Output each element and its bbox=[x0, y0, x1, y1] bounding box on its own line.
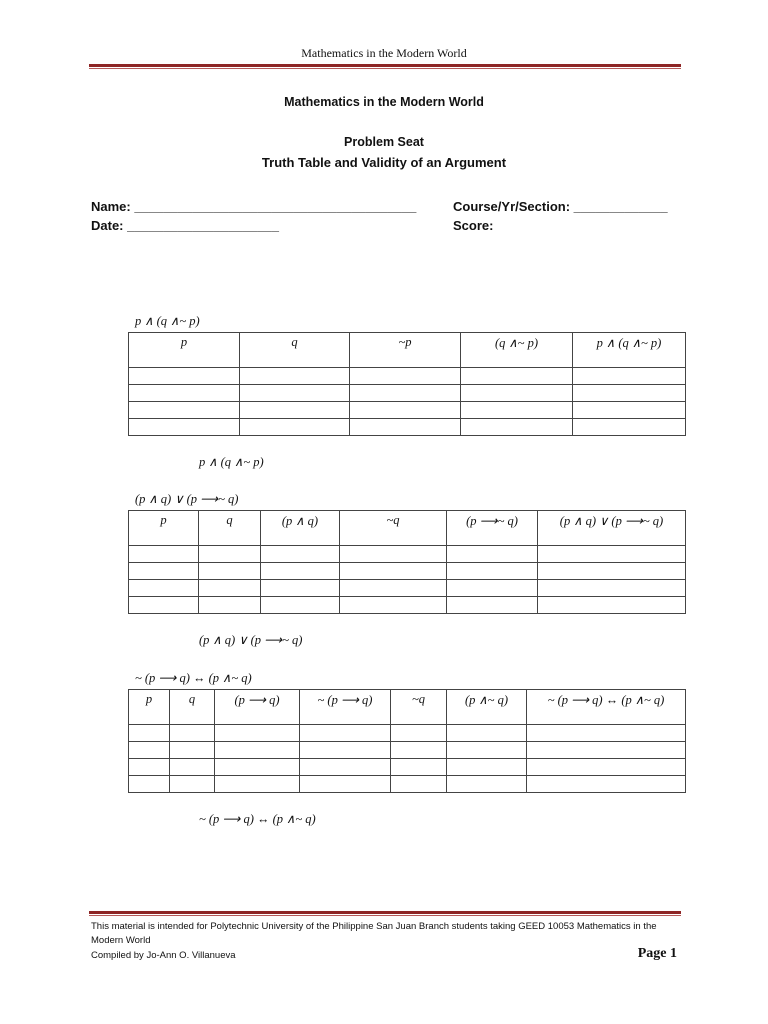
column-header: (p ⟶~ q) bbox=[447, 511, 538, 546]
answer-cell[interactable] bbox=[447, 580, 538, 597]
table-row bbox=[129, 580, 686, 597]
column-header: p bbox=[129, 333, 240, 368]
footer-compiled-by: Compiled by Jo-Ann O. Villanueva bbox=[91, 950, 236, 961]
footer-note: This material is intended for Polytechnic University of the Philippine San Juan Branch students taking GEED 10053 Mathematics in the Modern World bbox=[91, 921, 657, 946]
answer-cell[interactable] bbox=[300, 759, 391, 776]
answer-cell[interactable] bbox=[350, 368, 461, 385]
answer-cell[interactable] bbox=[538, 580, 686, 597]
column-header: q bbox=[170, 690, 215, 725]
answer-cell[interactable] bbox=[447, 597, 538, 614]
column-header: (p ∧ q) ∨ (p ⟶~ q) bbox=[538, 511, 686, 546]
answer-cell[interactable] bbox=[340, 563, 447, 580]
answer-cell[interactable] bbox=[261, 546, 340, 563]
answer-cell[interactable] bbox=[447, 725, 527, 742]
answer-cell[interactable] bbox=[573, 402, 686, 419]
answer-cell[interactable] bbox=[129, 580, 199, 597]
answer-cell[interactable] bbox=[527, 759, 686, 776]
answer-cell[interactable] bbox=[240, 402, 350, 419]
answer-cell[interactable] bbox=[261, 580, 340, 597]
answer-cell[interactable] bbox=[129, 546, 199, 563]
answer-cell[interactable] bbox=[199, 546, 261, 563]
course-title: Mathematics in the Modern World bbox=[284, 95, 484, 109]
answer-cell[interactable] bbox=[573, 385, 686, 402]
answer-cell[interactable] bbox=[129, 385, 240, 402]
answer-cell[interactable] bbox=[215, 759, 300, 776]
answer-cell[interactable] bbox=[261, 563, 340, 580]
column-header: ~p bbox=[350, 333, 461, 368]
answer-cell[interactable] bbox=[170, 759, 215, 776]
truth-table-3 bbox=[128, 689, 686, 793]
column-header: (p ⟶ q) bbox=[215, 690, 300, 725]
answer-cell[interactable] bbox=[350, 402, 461, 419]
exercise-1-expression: p ∧ (q ∧~ p) bbox=[135, 314, 200, 328]
column-header: (p ∧ q) bbox=[261, 511, 340, 546]
answer-cell[interactable] bbox=[199, 580, 261, 597]
footer-rule bbox=[89, 911, 681, 916]
answer-cell[interactable] bbox=[170, 742, 215, 759]
answer-cell[interactable] bbox=[573, 419, 686, 436]
column-header: (q ∧~ p) bbox=[461, 333, 573, 368]
column-header: p ∧ (q ∧~ p) bbox=[573, 333, 686, 368]
answer-cell[interactable] bbox=[170, 725, 215, 742]
column-header: ~q bbox=[391, 690, 447, 725]
answer-cell[interactable] bbox=[461, 402, 573, 419]
column-header: ~q bbox=[340, 511, 447, 546]
column-header: ~ (p ⟶ q) ↔ (p ∧~ q) bbox=[527, 690, 686, 725]
column-header: (p ∧~ q) bbox=[447, 690, 527, 725]
answer-cell[interactable] bbox=[129, 725, 170, 742]
answer-cell[interactable] bbox=[215, 742, 300, 759]
answer-cell[interactable] bbox=[538, 563, 686, 580]
exercise-1-answer: p ∧ (q ∧~ p) bbox=[199, 455, 264, 469]
answer-cell[interactable] bbox=[215, 725, 300, 742]
answer-cell[interactable] bbox=[391, 725, 447, 742]
table-header-row bbox=[129, 690, 686, 725]
answer-cell[interactable] bbox=[240, 368, 350, 385]
name-field: Name: _______________________________________ bbox=[91, 199, 417, 214]
answer-cell[interactable] bbox=[340, 546, 447, 563]
answer-cell[interactable] bbox=[129, 419, 240, 436]
answer-cell[interactable] bbox=[129, 402, 240, 419]
table-row bbox=[129, 546, 686, 563]
exercise-2-answer: (p ∧ q) ∨ (p ⟶~ q) bbox=[199, 633, 303, 647]
answer-cell[interactable] bbox=[447, 742, 527, 759]
answer-cell[interactable] bbox=[391, 759, 447, 776]
answer-cell[interactable] bbox=[129, 563, 199, 580]
answer-cell[interactable] bbox=[261, 597, 340, 614]
answer-cell[interactable] bbox=[215, 776, 300, 793]
answer-cell[interactable] bbox=[538, 597, 686, 614]
course-section-field: Course/Yr/Section: _____________ bbox=[453, 199, 668, 214]
answer-cell[interactable] bbox=[447, 759, 527, 776]
answer-cell[interactable] bbox=[129, 776, 170, 793]
table-header-row bbox=[129, 333, 686, 368]
answer-cell[interactable] bbox=[300, 742, 391, 759]
answer-cell[interactable] bbox=[129, 368, 240, 385]
column-header: p bbox=[129, 511, 199, 546]
answer-cell[interactable] bbox=[129, 759, 170, 776]
table-row bbox=[129, 368, 686, 385]
header-rule bbox=[89, 64, 681, 69]
answer-cell[interactable] bbox=[527, 776, 686, 793]
exercise-3-expression: ~ (p ⟶ q) ↔ (p ∧~ q) bbox=[135, 671, 252, 685]
answer-cell[interactable] bbox=[300, 776, 391, 793]
table-row bbox=[129, 419, 686, 436]
table-row bbox=[129, 759, 686, 776]
answer-cell[interactable] bbox=[240, 385, 350, 402]
table-row bbox=[129, 385, 686, 402]
column-header: ~ (p ⟶ q) bbox=[300, 690, 391, 725]
answer-cell[interactable] bbox=[447, 563, 538, 580]
answer-cell[interactable] bbox=[391, 742, 447, 759]
answer-cell[interactable] bbox=[199, 563, 261, 580]
column-header: p bbox=[129, 690, 170, 725]
running-header: Mathematics in the Modern World bbox=[301, 46, 467, 60]
truth-table-2 bbox=[128, 510, 686, 614]
answer-cell[interactable] bbox=[240, 419, 350, 436]
answer-cell[interactable] bbox=[447, 776, 527, 793]
document-kind: Problem Seat bbox=[344, 135, 424, 149]
answer-cell[interactable] bbox=[538, 546, 686, 563]
table-header-row bbox=[129, 511, 686, 546]
answer-cell[interactable] bbox=[461, 368, 573, 385]
answer-cell[interactable] bbox=[527, 742, 686, 759]
exercise-2-expression: (p ∧ q) ∨ (p ⟶~ q) bbox=[135, 492, 239, 506]
table-row bbox=[129, 776, 686, 793]
answer-cell[interactable] bbox=[350, 385, 461, 402]
answer-cell[interactable] bbox=[461, 419, 573, 436]
answer-cell[interactable] bbox=[573, 368, 686, 385]
answer-cell[interactable] bbox=[340, 597, 447, 614]
answer-cell[interactable] bbox=[199, 597, 261, 614]
column-header: q bbox=[240, 333, 350, 368]
answer-cell[interactable] bbox=[340, 580, 447, 597]
answer-cell[interactable] bbox=[391, 776, 447, 793]
answer-cell[interactable] bbox=[527, 725, 686, 742]
answer-cell[interactable] bbox=[461, 385, 573, 402]
table-row bbox=[129, 402, 686, 419]
document-topic: Truth Table and Validity of an Argument bbox=[261, 155, 507, 170]
answer-cell[interactable] bbox=[350, 419, 461, 436]
answer-cell[interactable] bbox=[129, 742, 170, 759]
exercise-3-answer: ~ (p ⟶ q) ↔ (p ∧~ q) bbox=[199, 812, 316, 826]
column-header: q bbox=[199, 511, 261, 546]
truth-table-1 bbox=[128, 332, 686, 436]
page-number: Page 1 bbox=[637, 946, 677, 961]
answer-cell[interactable] bbox=[170, 776, 215, 793]
date-field: Date: _____________________ bbox=[91, 218, 279, 233]
answer-cell[interactable] bbox=[447, 546, 538, 563]
answer-cell[interactable] bbox=[129, 597, 199, 614]
table-row bbox=[129, 742, 686, 759]
score-field: Score: bbox=[453, 218, 494, 233]
table-row bbox=[129, 597, 686, 614]
answer-cell[interactable] bbox=[300, 725, 391, 742]
table-row bbox=[129, 725, 686, 742]
table-row bbox=[129, 563, 686, 580]
